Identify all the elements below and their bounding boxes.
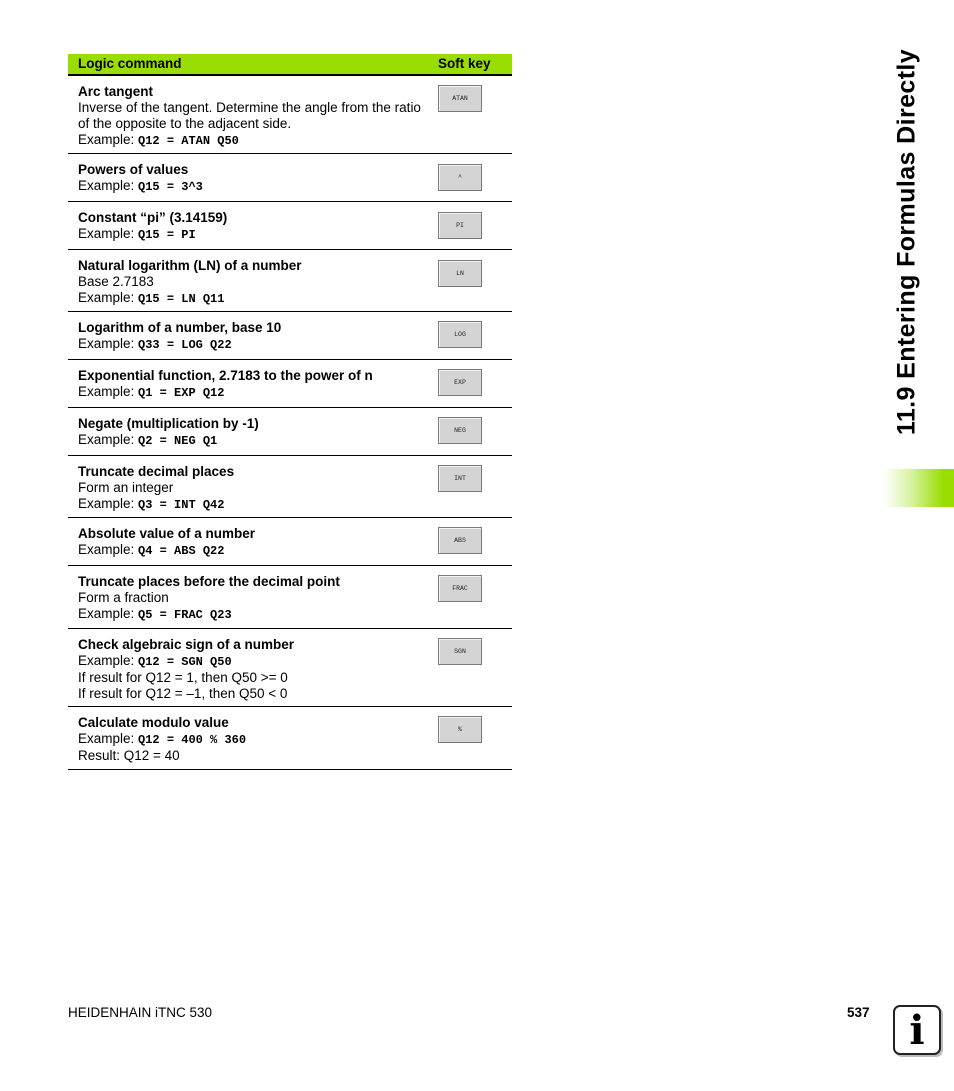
line-text: Example: (78, 542, 139, 557)
command-description (78, 368, 428, 401)
command-example (78, 496, 428, 513)
line-text: Example: (78, 384, 139, 399)
table-row (68, 360, 512, 408)
command-description (78, 210, 428, 243)
command-title: Constant “pi” (3.14159) (78, 210, 228, 225)
line-text: Example: (78, 178, 139, 193)
command-example (78, 432, 428, 449)
command-detail (78, 480, 428, 496)
page-number: 537 (847, 1005, 870, 1020)
command-title: Arc tangent (78, 84, 154, 99)
line-text: Inverse of the tangent. Determine the angle from the ratio of the opposite to the adjacent side. (78, 100, 421, 131)
command-detail (78, 748, 428, 764)
footer-manual-name: HEIDENHAIN iTNC 530 (68, 1005, 213, 1020)
command-example (78, 226, 428, 243)
line-text: Example: (78, 290, 139, 305)
command-example (78, 653, 428, 670)
table-row (68, 202, 512, 250)
table-row (68, 250, 512, 312)
table-row (68, 312, 512, 360)
command-description (78, 258, 428, 307)
command-title: Natural logarithm (LN) of a number (78, 258, 302, 273)
table-row (68, 76, 512, 154)
command-detail (78, 100, 428, 132)
table-row (68, 629, 512, 707)
command-detail (78, 670, 428, 686)
example-code: Q3 = INT Q42 (138, 498, 225, 512)
example-code: Q4 = ABS Q22 (138, 544, 225, 558)
command-title: Calculate modulo value (78, 715, 229, 730)
softkey-neg-button[interactable]: NEG (438, 417, 482, 444)
example-code: Q15 = PI (138, 228, 196, 242)
command-title: Powers of values (78, 162, 189, 177)
softkey-power-button[interactable]: ^ (438, 164, 482, 191)
command-description (78, 320, 428, 353)
command-title: Check algebraic sign of a number (78, 637, 295, 652)
command-description (78, 574, 428, 623)
table-body (68, 76, 512, 770)
command-description (78, 464, 428, 513)
line-text: Example: (78, 132, 139, 147)
table-row (68, 566, 512, 629)
command-example (78, 178, 428, 195)
chapter-title-vertical (882, 48, 932, 436)
command-example (78, 290, 428, 307)
chapter-title-text: 11.9 Entering Formulas Directly (892, 48, 921, 436)
line-text: Example: (78, 731, 139, 746)
info-icon: i (893, 1005, 941, 1055)
command-example (78, 606, 428, 623)
example-code: Q2 = NEG Q1 (138, 434, 218, 448)
command-detail (78, 590, 428, 606)
line-text: Example: (78, 432, 139, 447)
logic-command-table (68, 54, 512, 770)
table-header (68, 54, 512, 76)
command-title: Absolute value of a number (78, 526, 256, 541)
table-row (68, 408, 512, 456)
softkey-abs-button[interactable]: ABS (438, 527, 482, 554)
softkey-modulo-button[interactable]: % (438, 716, 482, 743)
command-description (78, 416, 428, 449)
command-title: Logarithm of a number, base 10 (78, 320, 282, 335)
example-code: Q12 = 400 % 360 (138, 733, 247, 747)
table-row (68, 518, 512, 566)
command-example (78, 731, 428, 748)
chapter-thumb-tab (883, 469, 954, 507)
softkey-int-button[interactable]: INT (438, 465, 482, 492)
command-description (78, 162, 428, 195)
table-row (68, 707, 512, 770)
example-code: Q5 = FRAC Q23 (138, 608, 232, 622)
line-text: Form an integer (78, 480, 174, 495)
command-example (78, 542, 428, 559)
command-example (78, 384, 428, 401)
line-text: If result for Q12 = 1, then Q50 >= 0 (78, 670, 288, 685)
line-text: If result for Q12 = –1, then Q50 < 0 (78, 686, 288, 701)
table-row (68, 456, 512, 518)
line-text: Base 2.7183 (78, 274, 154, 289)
command-title: Negate (multiplication by -1) (78, 416, 259, 431)
softkey-atan-button[interactable]: ATAN (438, 85, 482, 112)
example-code: Q12 = SGN Q50 (138, 655, 232, 669)
example-code: Q15 = 3^3 (138, 180, 203, 194)
line-text: Form a fraction (78, 590, 169, 605)
command-title: Truncate places before the decimal point (78, 574, 340, 589)
softkey-frac-button[interactable]: FRAC (438, 575, 482, 602)
command-description (78, 715, 428, 764)
line-text: Example: (78, 606, 139, 621)
softkey-log-button[interactable]: LOG (438, 321, 482, 348)
command-title: Truncate decimal places (78, 464, 235, 479)
table-row (68, 154, 512, 202)
line-text: Example: (78, 496, 139, 511)
softkey-pi-button[interactable]: PI (438, 212, 482, 239)
command-description (78, 526, 428, 559)
example-code: Q15 = LN Q11 (138, 292, 225, 306)
example-code: Q33 = LOG Q22 (138, 338, 232, 352)
line-text: Example: (78, 336, 139, 351)
command-detail (78, 686, 428, 702)
softkey-sgn-button[interactable]: SGN (438, 638, 482, 665)
command-example (78, 132, 428, 149)
softkey-ln-button[interactable]: LN (438, 260, 482, 287)
command-title: Exponential function, 2.7183 to the power of n (78, 368, 373, 383)
command-detail (78, 274, 428, 290)
example-code: Q12 = ATAN Q50 (138, 134, 239, 148)
example-code: Q1 = EXP Q12 (138, 386, 225, 400)
header-soft-key: Soft key (438, 56, 491, 71)
header-logic-command: Logic command (78, 56, 182, 71)
line-text: Result: Q12 = 40 (78, 748, 180, 763)
command-description (78, 637, 428, 702)
softkey-exp-button[interactable]: EXP (438, 369, 482, 396)
command-example (78, 336, 428, 353)
command-description (78, 84, 428, 149)
line-text: Example: (78, 653, 139, 668)
line-text: Example: (78, 226, 139, 241)
